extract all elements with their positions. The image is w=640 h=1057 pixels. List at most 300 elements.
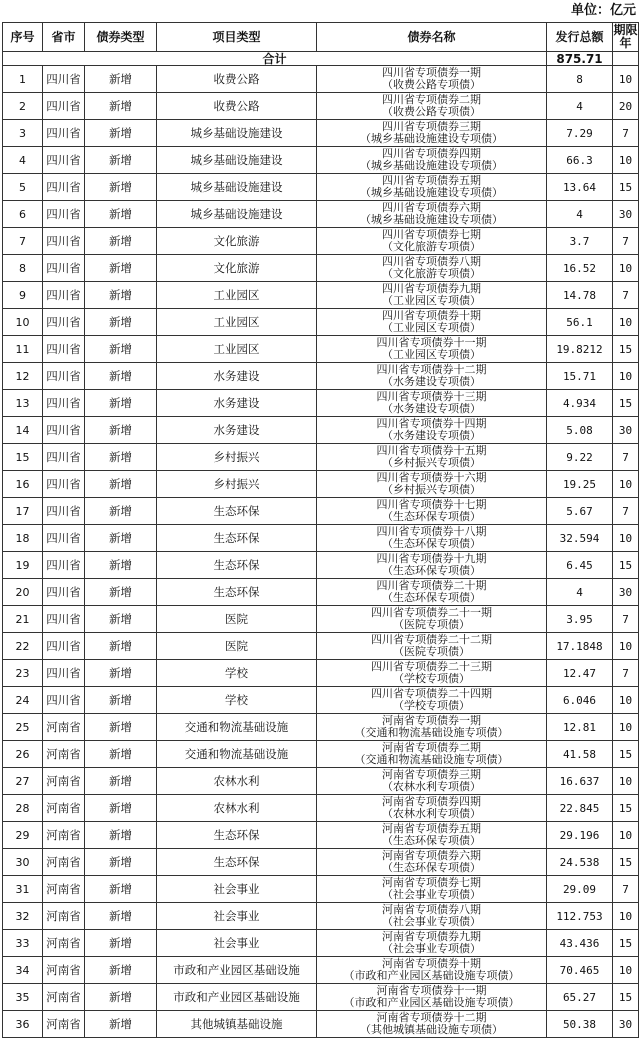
table-row: [3, 390, 639, 417]
cell-bond-name: [317, 795, 547, 822]
bond-name-line: 河南省专项债券五期: [382, 822, 481, 835]
cell-bond-name: [317, 120, 547, 147]
bond-name-line: 四川省专项债券六期: [382, 201, 481, 214]
cell-project-type: 文化旅游: [157, 228, 317, 255]
cell-seq: 19: [3, 552, 43, 579]
bond-name-line: 河南省专项债券六期: [382, 849, 481, 862]
cell-term: 30: [613, 579, 639, 606]
cell-project-type: 水务建设: [157, 417, 317, 444]
cell-amount: 6.45: [547, 552, 613, 579]
col-header-province: 省市: [43, 23, 85, 52]
cell-project-type: 医院: [157, 633, 317, 660]
cell-province: 四川省: [43, 390, 85, 417]
cell-project-type: 学校: [157, 660, 317, 687]
bond-name-line: 四川省专项债券十四期: [376, 417, 487, 430]
cell-province: 四川省: [43, 336, 85, 363]
bond-name-line: 河南省专项债券十期: [382, 957, 481, 970]
cell-bond-name: [317, 903, 547, 930]
cell-project-type: 医院: [157, 606, 317, 633]
cell-province: 河南省: [43, 741, 85, 768]
cell-amount: 66.3: [547, 147, 613, 174]
cell-term: 15: [613, 984, 639, 1011]
bond-name-subtitle: （生态环保专项债）: [382, 537, 481, 550]
cell-province: 四川省: [43, 147, 85, 174]
cell-amount: 8: [547, 66, 613, 93]
cell-province: 河南省: [43, 714, 85, 741]
bond-name-subtitle: （水务建设专项债）: [382, 429, 481, 442]
cell-amount: 16.637: [547, 768, 613, 795]
cell-bond-name: [317, 255, 547, 282]
cell-seq: 35: [3, 984, 43, 1011]
cell-province: 河南省: [43, 822, 85, 849]
bond-name-line: 河南省专项债券九期: [382, 930, 481, 943]
cell-bond-type: 新增: [85, 201, 157, 228]
cell-amount: 7.29: [547, 120, 613, 147]
cell-bond-name: [317, 660, 547, 687]
cell-term: 10: [613, 957, 639, 984]
cell-term: 15: [613, 849, 639, 876]
cell-bond-name: [317, 525, 547, 552]
cell-seq: 24: [3, 687, 43, 714]
cell-bond-type: 新增: [85, 417, 157, 444]
cell-bond-type: 新增: [85, 579, 157, 606]
cell-province: 河南省: [43, 903, 85, 930]
cell-province: 四川省: [43, 93, 85, 120]
table-row: [3, 525, 639, 552]
bond-name-line: 四川省专项债券十九期: [376, 552, 487, 565]
bond-name-subtitle: （工业园区专项债）: [382, 321, 481, 334]
cell-project-type: 社会事业: [157, 930, 317, 957]
bond-name-subtitle: （农林水利专项债）: [382, 780, 481, 793]
cell-province: 四川省: [43, 174, 85, 201]
bond-name-subtitle: （农林水利专项债）: [382, 807, 481, 820]
bond-name-line: 四川省专项债券二十一期: [371, 606, 492, 619]
bond-name-subtitle: （社会事业专项债）: [382, 888, 481, 901]
cell-seq: 31: [3, 876, 43, 903]
cell-amount: 15.71: [547, 363, 613, 390]
cell-project-type: 市政和产业园区基础设施: [157, 957, 317, 984]
bond-name-line: 四川省专项债券十八期: [376, 525, 487, 538]
bond-name-line: 四川省专项债券十一期: [376, 336, 487, 349]
cell-project-type: 城乡基础设施建设: [157, 201, 317, 228]
cell-term: 10: [613, 147, 639, 174]
cell-term: 15: [613, 741, 639, 768]
cell-province: 四川省: [43, 633, 85, 660]
table-row: [3, 957, 639, 984]
cell-amount: 24.538: [547, 849, 613, 876]
cell-province: 河南省: [43, 1011, 85, 1038]
bond-name-subtitle: （医院专项债）: [393, 645, 470, 658]
cell-bond-name: [317, 201, 547, 228]
cell-project-type: 农林水利: [157, 795, 317, 822]
cell-province: 四川省: [43, 309, 85, 336]
cell-amount: 17.1848: [547, 633, 613, 660]
col-header-bond-name: 债券名称: [317, 23, 547, 52]
cell-amount: 32.594: [547, 525, 613, 552]
cell-bond-type: 新增: [85, 903, 157, 930]
cell-bond-type: 新增: [85, 606, 157, 633]
bond-name-line: 河南省专项债券七期: [382, 876, 481, 889]
bond-name-line: 河南省专项债券四期: [382, 795, 481, 808]
cell-project-type: 社会事业: [157, 876, 317, 903]
cell-term: 10: [613, 66, 639, 93]
cell-seq: 11: [3, 336, 43, 363]
bond-name-subtitle: （生态环保专项债）: [382, 861, 481, 874]
cell-amount: 3.95: [547, 606, 613, 633]
cell-project-type: 城乡基础设施建设: [157, 147, 317, 174]
cell-amount: 112.753: [547, 903, 613, 930]
cell-term: 10: [613, 633, 639, 660]
cell-bond-name: [317, 228, 547, 255]
cell-province: 四川省: [43, 525, 85, 552]
table-row: [3, 579, 639, 606]
cell-amount: 4: [547, 579, 613, 606]
cell-term: 15: [613, 336, 639, 363]
cell-project-type: 生态环保: [157, 579, 317, 606]
cell-bond-type: 新增: [85, 822, 157, 849]
cell-bond-name: [317, 606, 547, 633]
bond-name-subtitle: （交通和物流基础设施专项债）: [354, 726, 509, 739]
cell-project-type: 生态环保: [157, 552, 317, 579]
cell-term: 15: [613, 390, 639, 417]
cell-term: 10: [613, 822, 639, 849]
cell-bond-name: [317, 957, 547, 984]
cell-project-type: 交通和物流基础设施: [157, 741, 317, 768]
cell-province: 四川省: [43, 363, 85, 390]
table-row: [3, 93, 639, 120]
cell-seq: 3: [3, 120, 43, 147]
cell-seq: 28: [3, 795, 43, 822]
cell-seq: 20: [3, 579, 43, 606]
cell-bond-type: 新增: [85, 444, 157, 471]
bond-name-line: 四川省专项债券五期: [382, 174, 481, 187]
cell-project-type: 社会事业: [157, 903, 317, 930]
cell-amount: 19.8212: [547, 336, 613, 363]
cell-bond-name: [317, 498, 547, 525]
cell-term: 15: [613, 795, 639, 822]
bond-name-subtitle: （工业园区专项债）: [382, 348, 481, 361]
bond-name-line: 河南省专项债券十一期: [376, 984, 487, 997]
table-row: [3, 147, 639, 174]
cell-province: 四川省: [43, 417, 85, 444]
cell-term: 15: [613, 552, 639, 579]
cell-seq: 9: [3, 282, 43, 309]
cell-seq: 8: [3, 255, 43, 282]
bond-name-subtitle: （收费公路专项债）: [382, 78, 481, 91]
cell-bond-type: 新增: [85, 633, 157, 660]
cell-project-type: 工业园区: [157, 282, 317, 309]
cell-bond-name: [317, 417, 547, 444]
cell-bond-name: [317, 471, 547, 498]
table-row: [3, 552, 639, 579]
cell-bond-type: 新增: [85, 93, 157, 120]
table-row: [3, 876, 639, 903]
cell-amount: 4: [547, 201, 613, 228]
cell-term: 7: [613, 876, 639, 903]
cell-seq: 2: [3, 93, 43, 120]
cell-project-type: 乡村振兴: [157, 444, 317, 471]
table-row: [3, 984, 639, 1011]
cell-bond-name: [317, 849, 547, 876]
cell-seq: 6: [3, 201, 43, 228]
table-row: [3, 687, 639, 714]
total-row: [3, 52, 639, 66]
cell-project-type: 生态环保: [157, 498, 317, 525]
cell-bond-name: [317, 309, 547, 336]
cell-seq: 15: [3, 444, 43, 471]
bond-name-subtitle: （城乡基础设施建设专项债）: [360, 186, 503, 199]
cell-bond-name: [317, 66, 547, 93]
bond-name-subtitle: （水务建设专项债）: [382, 375, 481, 388]
bond-name-line: 四川省专项债券二十四期: [371, 687, 492, 700]
cell-bond-type: 新增: [85, 336, 157, 363]
bond-name-subtitle: （文化旅游专项债）: [382, 240, 481, 253]
cell-province: 四川省: [43, 120, 85, 147]
cell-term: 15: [613, 930, 639, 957]
col-header-project-type: 项目类型: [157, 23, 317, 52]
cell-bond-type: 新增: [85, 714, 157, 741]
table-row: [3, 822, 639, 849]
bond-name-subtitle: （城乡基础设施建设专项债）: [360, 159, 503, 172]
bond-name-line: 河南省专项债券三期: [382, 768, 481, 781]
table-row: [3, 849, 639, 876]
bond-name-subtitle: （其他城镇基础设施专项债）: [360, 1023, 503, 1036]
table-row: [3, 174, 639, 201]
cell-term: 10: [613, 471, 639, 498]
bond-name-subtitle: （乡村振兴专项债）: [382, 456, 481, 469]
cell-seq: 32: [3, 903, 43, 930]
bond-name-line: 河南省专项债券十二期: [376, 1011, 487, 1024]
cell-amount: 6.046: [547, 687, 613, 714]
cell-project-type: 生态环保: [157, 849, 317, 876]
cell-province: 河南省: [43, 876, 85, 903]
cell-bond-type: 新增: [85, 741, 157, 768]
cell-bond-name: [317, 390, 547, 417]
table-row: [3, 471, 639, 498]
cell-bond-type: 新增: [85, 174, 157, 201]
cell-bond-name: [317, 930, 547, 957]
bond-name-line: 四川省专项债券十六期: [376, 471, 487, 484]
table-row: [3, 66, 639, 93]
cell-project-type: 其他城镇基础设施: [157, 1011, 317, 1038]
table-row: [3, 363, 639, 390]
total-term: [613, 52, 639, 66]
cell-bond-type: 新增: [85, 66, 157, 93]
table-row: [3, 606, 639, 633]
cell-province: 河南省: [43, 768, 85, 795]
cell-project-type: 文化旅游: [157, 255, 317, 282]
bond-name-subtitle: （生态环保专项债）: [382, 591, 481, 604]
cell-province: 河南省: [43, 849, 85, 876]
cell-seq: 13: [3, 390, 43, 417]
bond-name-subtitle: （社会事业专项债）: [382, 915, 481, 928]
col-header-term: 期限年: [613, 23, 638, 50]
cell-term: 10: [613, 525, 639, 552]
cell-term: 10: [613, 687, 639, 714]
cell-province: 四川省: [43, 444, 85, 471]
cell-seq: 12: [3, 363, 43, 390]
bond-name-line: 河南省专项债券一期: [382, 714, 481, 727]
cell-province: 四川省: [43, 228, 85, 255]
cell-term: 7: [613, 228, 639, 255]
cell-seq: 17: [3, 498, 43, 525]
cell-seq: 21: [3, 606, 43, 633]
cell-bond-name: [317, 579, 547, 606]
table-row: [3, 633, 639, 660]
cell-term: 20: [613, 93, 639, 120]
cell-bond-name: [317, 552, 547, 579]
cell-province: 四川省: [43, 498, 85, 525]
cell-bond-name: [317, 687, 547, 714]
cell-bond-name: [317, 822, 547, 849]
cell-province: 四川省: [43, 552, 85, 579]
bond-name-line: 四川省专项债券四期: [382, 147, 481, 160]
cell-province: 河南省: [43, 957, 85, 984]
table-row: [3, 903, 639, 930]
cell-province: 四川省: [43, 201, 85, 228]
cell-bond-type: 新增: [85, 363, 157, 390]
cell-amount: 4: [547, 93, 613, 120]
cell-bond-name: [317, 876, 547, 903]
table-row: [3, 1011, 639, 1038]
cell-term: 10: [613, 255, 639, 282]
cell-term: 30: [613, 1011, 639, 1038]
table-row: [3, 741, 639, 768]
table-row: [3, 498, 639, 525]
total-amount: 875.71: [547, 52, 613, 66]
cell-seq: 7: [3, 228, 43, 255]
bond-name-line: 四川省专项债券十七期: [376, 498, 487, 511]
cell-project-type: 学校: [157, 687, 317, 714]
bond-name-subtitle: （城乡基础设施建设专项债）: [360, 213, 503, 226]
cell-seq: 10: [3, 309, 43, 336]
bond-name-line: 四川省专项债券二十三期: [371, 660, 492, 673]
bond-name-subtitle: （社会事业专项债）: [382, 942, 481, 955]
cell-bond-type: 新增: [85, 525, 157, 552]
cell-term: 7: [613, 120, 639, 147]
bond-name-subtitle: （工业园区专项债）: [382, 294, 481, 307]
cell-amount: 56.1: [547, 309, 613, 336]
bond-name-subtitle: （生态环保专项债）: [382, 564, 481, 577]
bond-name-line: 四川省专项债券十二期: [376, 363, 487, 376]
bond-name-subtitle: （市政和产业园区基础设施专项债）: [343, 996, 520, 1009]
bond-name-subtitle: （生态环保专项债）: [382, 834, 481, 847]
cell-amount: 4.934: [547, 390, 613, 417]
cell-province: 四川省: [43, 282, 85, 309]
total-label: 合计: [3, 52, 547, 66]
cell-project-type: 生态环保: [157, 822, 317, 849]
col-header-seq: 序号: [3, 23, 43, 52]
bond-table: [2, 22, 639, 1038]
cell-term: 7: [613, 282, 639, 309]
cell-amount: 12.81: [547, 714, 613, 741]
cell-province: 四川省: [43, 687, 85, 714]
cell-project-type: 乡村振兴: [157, 471, 317, 498]
cell-province: 四川省: [43, 471, 85, 498]
cell-bond-type: 新增: [85, 930, 157, 957]
cell-seq: 16: [3, 471, 43, 498]
cell-province: 四川省: [43, 579, 85, 606]
cell-project-type: 交通和物流基础设施: [157, 714, 317, 741]
cell-amount: 43.436: [547, 930, 613, 957]
table-row: [3, 930, 639, 957]
bond-name-subtitle: （城乡基础设施建设专项债）: [360, 132, 503, 145]
cell-bond-type: 新增: [85, 471, 157, 498]
table-row: [3, 795, 639, 822]
cell-amount: 70.465: [547, 957, 613, 984]
bond-name-subtitle: （生态环保专项债）: [382, 510, 481, 523]
cell-bond-type: 新增: [85, 309, 157, 336]
cell-term: 10: [613, 309, 639, 336]
table-row: [3, 309, 639, 336]
table-row: [3, 201, 639, 228]
cell-seq: 36: [3, 1011, 43, 1038]
cell-bond-type: 新增: [85, 498, 157, 525]
cell-bond-name: [317, 336, 547, 363]
bond-name-line: 四川省专项债券二期: [382, 93, 481, 106]
cell-term: 15: [613, 174, 639, 201]
cell-amount: 19.25: [547, 471, 613, 498]
cell-bond-name: [317, 768, 547, 795]
col-header-bond-type: 债券类型: [85, 23, 157, 52]
cell-bond-type: 新增: [85, 984, 157, 1011]
cell-amount: 3.7: [547, 228, 613, 255]
cell-bond-name: [317, 174, 547, 201]
bond-name-subtitle: （市政和产业园区基础设施专项债）: [343, 969, 520, 982]
cell-project-type: 水务建设: [157, 363, 317, 390]
cell-amount: 29.196: [547, 822, 613, 849]
bond-name-subtitle: （乡村振兴专项债）: [382, 483, 481, 496]
cell-bond-type: 新增: [85, 390, 157, 417]
cell-amount: 9.22: [547, 444, 613, 471]
cell-seq: 27: [3, 768, 43, 795]
table-row: [3, 228, 639, 255]
table-header-row: [3, 23, 639, 52]
cell-seq: 14: [3, 417, 43, 444]
table-row: [3, 714, 639, 741]
cell-amount: 16.52: [547, 255, 613, 282]
cell-term: 7: [613, 498, 639, 525]
cell-term: 30: [613, 201, 639, 228]
cell-province: 四川省: [43, 255, 85, 282]
table-row: [3, 444, 639, 471]
bond-name-line: 河南省专项债券二期: [382, 741, 481, 754]
cell-bond-type: 新增: [85, 957, 157, 984]
cell-amount: 41.58: [547, 741, 613, 768]
cell-province: 四川省: [43, 606, 85, 633]
bond-name-subtitle: （收费公路专项债）: [382, 105, 481, 118]
cell-province: 河南省: [43, 930, 85, 957]
cell-term: 7: [613, 606, 639, 633]
cell-bond-type: 新增: [85, 228, 157, 255]
cell-bond-name: [317, 93, 547, 120]
cell-project-type: 收费公路: [157, 93, 317, 120]
cell-term: 10: [613, 768, 639, 795]
cell-project-type: 水务建设: [157, 390, 317, 417]
cell-province: 河南省: [43, 984, 85, 1011]
cell-term: 10: [613, 714, 639, 741]
cell-bond-name: [317, 147, 547, 174]
bond-name-line: 四川省专项债券十三期: [376, 390, 487, 403]
cell-bond-type: 新增: [85, 255, 157, 282]
cell-amount: 65.27: [547, 984, 613, 1011]
cell-seq: 23: [3, 660, 43, 687]
cell-bond-name: [317, 633, 547, 660]
cell-seq: 1: [3, 66, 43, 93]
cell-term: 7: [613, 444, 639, 471]
bond-name-line: 四川省专项债券八期: [382, 255, 481, 268]
cell-project-type: 城乡基础设施建设: [157, 120, 317, 147]
